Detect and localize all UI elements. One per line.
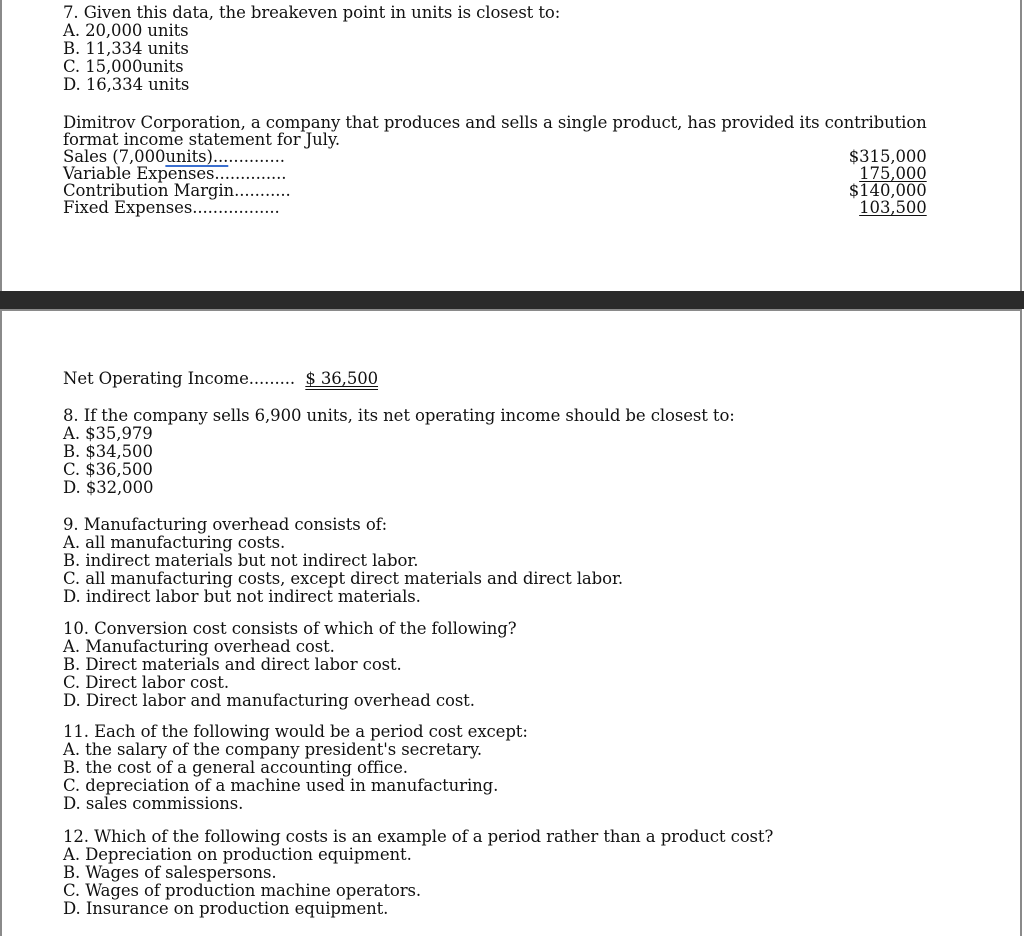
answer-option: B. $34,500 xyxy=(63,442,153,461)
answer-option: C. $36,500 xyxy=(63,460,153,479)
statement-label: Variable Expenses.............. xyxy=(63,164,287,183)
net-operating-income-row: Net Operating Income......... $ 36,500 xyxy=(63,369,379,388)
answer-option: B. Wages of salespersons. xyxy=(63,863,277,882)
noi-label: Net Operating Income xyxy=(63,369,249,388)
statement-value: $140,000 xyxy=(848,181,927,200)
scenario-intro: Dimitrov Corporation, a company that produces and sells a single product, has provided its contribution xyxy=(63,113,927,132)
statement-label: Sales (7,000units).............. xyxy=(63,147,285,166)
answer-option: A. 20,000 units xyxy=(63,21,189,40)
answer-option: B. indirect materials but not indirect labor. xyxy=(63,551,419,570)
question-stem: 10. Conversion cost consists of which of the following? xyxy=(63,619,517,638)
question-9 xyxy=(63,516,623,606)
answer-option: D. indirect labor but not indirect materials. xyxy=(63,587,421,606)
statement-value: 103,500 xyxy=(859,198,927,217)
scenario-block xyxy=(63,114,927,216)
document-page-bottom xyxy=(0,309,1022,936)
noi-value: $ 36,500 xyxy=(305,369,379,388)
question-10 xyxy=(63,620,517,710)
income-statement xyxy=(63,148,927,216)
page-break-bar xyxy=(0,291,1024,309)
answer-option: D. 16,334 units xyxy=(63,75,190,94)
answer-option: B. Direct materials and direct labor cost. xyxy=(63,655,402,674)
question-stem: 12. Which of the following costs is an example of a period rather than a product cost? xyxy=(63,827,774,846)
answer-option: C. Direct labor cost. xyxy=(63,673,229,692)
question-7 xyxy=(63,4,560,94)
answer-option: C. all manufacturing costs, except direct materials and direct labor. xyxy=(63,569,624,588)
statement-value: $315,000 xyxy=(848,147,927,166)
question-stem: 9. Manufacturing overhead consists of: xyxy=(63,515,388,534)
answer-option: D. sales commissions. xyxy=(63,794,244,813)
question-stem: 8. If the company sells 6,900 units, its net operating income should be closest to: xyxy=(63,406,735,425)
answer-option: C. Wages of production machine operators. xyxy=(63,881,422,900)
question-stem: 11. Each of the following would be a period cost except: xyxy=(63,722,528,741)
answer-option: B. the cost of a general accounting office. xyxy=(63,758,408,777)
answer-option: A. all manufacturing costs. xyxy=(63,533,286,552)
document-page-top xyxy=(0,0,1022,291)
answer-option: A. Manufacturing overhead cost. xyxy=(63,637,335,656)
answer-option: A. $35,979 xyxy=(63,424,153,443)
answer-option: B. 11,334 units xyxy=(63,39,189,58)
answer-option: D. $32,000 xyxy=(63,478,154,497)
question-stem: 7. Given this data, the breakeven point in units is closest to: xyxy=(63,3,561,22)
statement-label: Fixed Expenses................. xyxy=(63,198,280,217)
answer-option: A. Depreciation on production equipment. xyxy=(63,845,412,864)
statement-value: 175,000 xyxy=(859,164,927,183)
answer-option: C. 15,000units xyxy=(63,57,184,76)
statement-label: Contribution Margin........... xyxy=(63,181,291,200)
answer-option: C. depreciation of a machine used in manufacturing. xyxy=(63,776,499,795)
answer-option: D. Insurance on production equipment. xyxy=(63,899,389,918)
question-12 xyxy=(63,828,773,918)
scenario-intro: format income statement for July. xyxy=(63,130,341,149)
question-8 xyxy=(63,407,735,497)
answer-option: A. the salary of the company president's secretary. xyxy=(63,740,483,759)
answer-option: D. Direct labor and manufacturing overhead cost. xyxy=(63,691,475,710)
question-11 xyxy=(63,723,528,813)
